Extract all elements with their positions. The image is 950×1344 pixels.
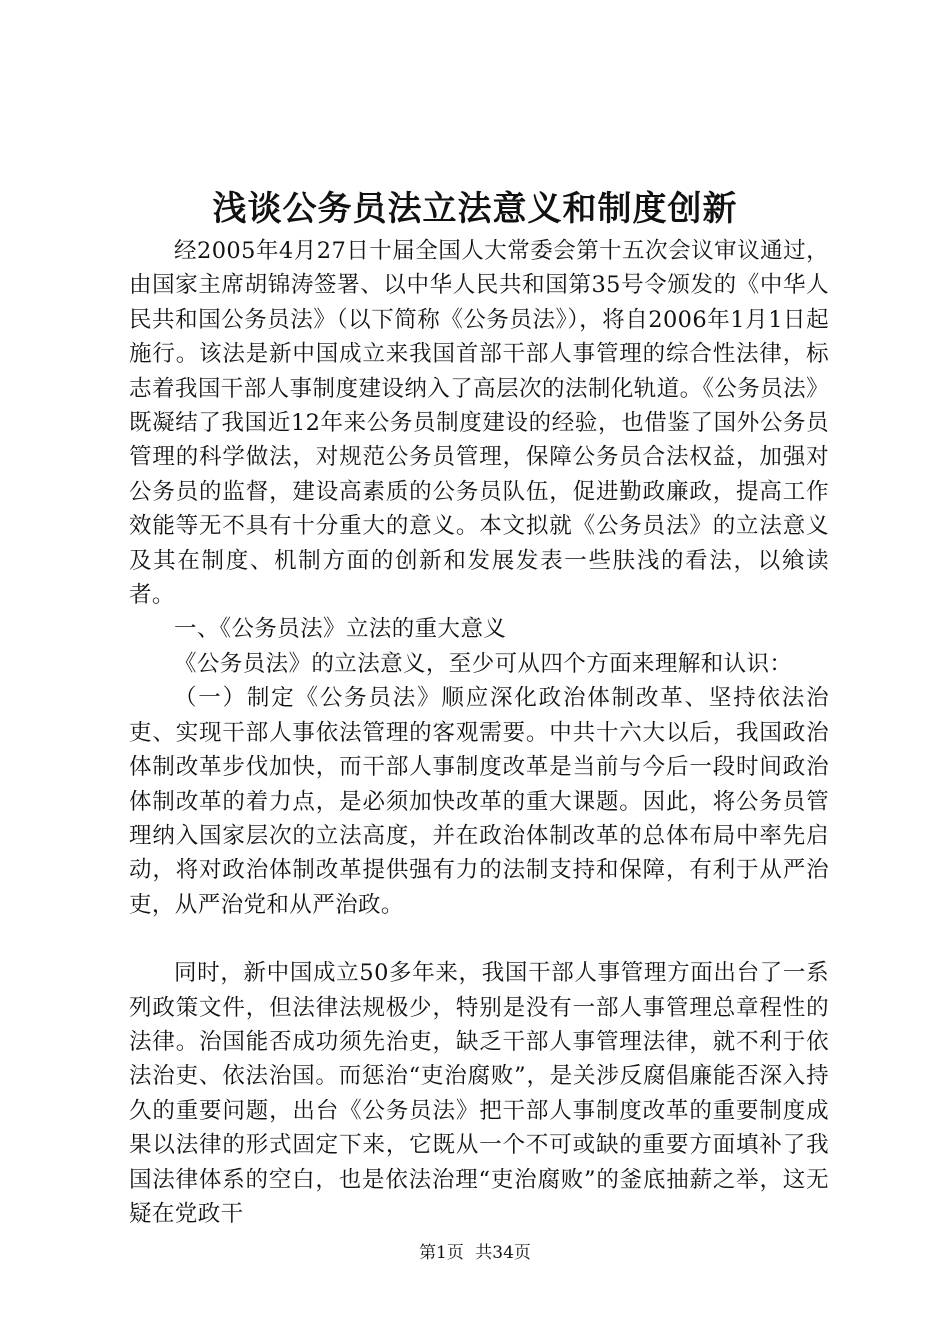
paragraph-intro: 经2005年4月27日十届全国人大常委会第十五次会议审议通过，由国家主席胡锦涛签署、以中华人民共和国第35号令颁发的《中华人民共和国公务员法》（以下简称《公务员法》），将自2006年1月1日起施行。该法是新中国成立来我国首部干部人事管理的综合性法律，标志着我国干部人事制度建设纳入了高层次的法制化轨道。《公务员法》既凝结了我国近12年来公务员制度建设的经验，也借鉴了国外公务员管理的科学做法，对规范公务员管理，保障公务员合法权益，加强对公务员的监督，建设高素质的公务员队伍，促进勤政廉政，提高工作效能等无不具有十分重大的意义。本文拟就《公务员法》的立法意义及其在制度、机制方面的创新和发展发表一些肤浅的看法，以飨读者。 xyxy=(129,238,829,609)
paragraph-point-one: （一）制定《公务员法》顺应深化政治体制改革、坚持依法治吏、实现干部人事依法管理的客观需要。中共十六大以后，我国政治体制改革步伐加快，而干部人事制度改革是当前与今后一段时间政治体制改革的着力点，是必须加快改革的重大课题。因此，将公务员管理纳入国家层次的立法高度，并在政治体制改革的总体布局中率先启动，将对政治体制改革提供强有力的法制支持和保障，有利于从严治吏，从严治党和从严治政。 xyxy=(129,685,829,918)
document-body xyxy=(129,234,829,1231)
section-heading: 一、《公务员法》立法的重大意义 xyxy=(174,616,507,643)
page-number: 第1页 xyxy=(419,1243,464,1263)
paragraph-continued: 同时，新中国成立50多年来，我国干部人事管理方面出台了一系列政策文件，但法律法规极少，特别是没有一部人事管理总章程性的法律。治国能否成功须先治吏，缺乏干部人事管理法律，就不利于依法治吏、依法治国。而惩治“吏治腐败”，是关涉反腐倡廉能否深入持久的重要问题，出台《公务员法》把干部人事制度改革的重要制度成果以法律的形式固定下来，它既从一个不可或缺的重要方面填补了我国法律体系的空白，也是依法治理“吏治腐败”的釜底抽薪之举，这无疑在党政干 xyxy=(129,960,829,1227)
document-title: 浅谈公务员法立法意义和制度创新 xyxy=(212,189,738,229)
paragraph-overview: 《公务员法》的立法意义，至少可从四个方面来理解和认识： xyxy=(174,650,793,677)
page-footer xyxy=(0,1239,950,1267)
page-total: 共34页 xyxy=(475,1243,531,1263)
